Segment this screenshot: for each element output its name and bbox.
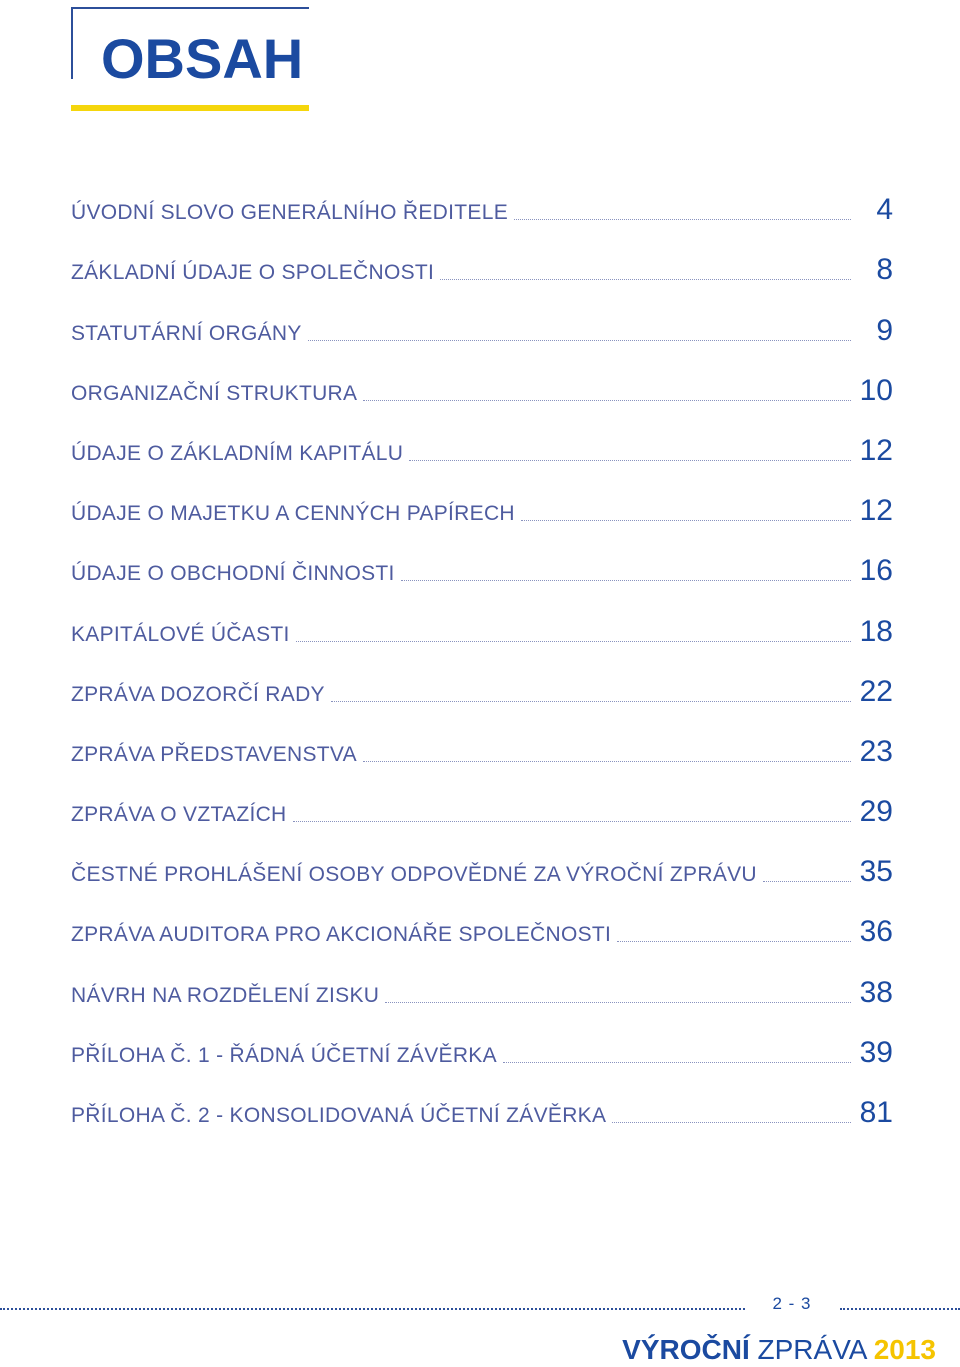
toc-item-page: 81 xyxy=(859,1096,893,1129)
toc-item-page: 12 xyxy=(859,494,893,528)
title-box xyxy=(71,7,311,112)
toc-item[interactable] xyxy=(71,887,893,947)
toc-item-page: 23 xyxy=(859,734,893,768)
toc-leader-dots xyxy=(308,339,851,341)
toc-item-label: KAPITÁLOVÉ ÚČASTI xyxy=(71,622,290,646)
toc-item[interactable] xyxy=(71,165,893,225)
toc-item[interactable] xyxy=(71,647,893,707)
table-of-contents xyxy=(71,165,893,1128)
toc-item-page: 9 xyxy=(876,313,893,347)
toc-item-page: 18 xyxy=(859,614,893,648)
toc-item-label: ZÁKLADNÍ ÚDAJE O SPOLEČNOSTI xyxy=(71,261,435,285)
toc-item-page: 22 xyxy=(859,674,893,708)
toc-leader-dots xyxy=(296,640,851,642)
toc-item-label: ČESTNÉ PROHLÁŠENÍ OSOBY ODPOVĚDNÉ ZA VÝROČNÍ ZPRÁVU xyxy=(71,863,757,887)
toc-item-page: 38 xyxy=(859,975,893,1009)
toc-leader-dots xyxy=(293,820,851,822)
toc-item[interactable] xyxy=(71,1008,893,1068)
toc-item[interactable] xyxy=(71,1068,893,1128)
toc-leader-dots xyxy=(612,1121,851,1123)
toc-item-page: 35 xyxy=(859,855,893,889)
toc-leader-dots xyxy=(401,579,851,581)
toc-item[interactable] xyxy=(71,225,893,285)
title-underline xyxy=(71,105,309,111)
title-frame-top xyxy=(71,7,309,9)
report-brand xyxy=(622,1335,936,1365)
toc-item-page: 10 xyxy=(859,373,893,407)
toc-item-label: ZPRÁVA PŘEDSTAVENSTVA xyxy=(71,742,357,766)
toc-leader-dots xyxy=(363,399,851,401)
toc-item-page: 8 xyxy=(876,253,893,287)
toc-item-label: STATUTÁRNÍ ORGÁNY xyxy=(71,321,302,345)
toc-item-page: 36 xyxy=(859,915,893,949)
toc-leader-dots xyxy=(763,880,851,882)
page-title: OBSAH xyxy=(101,27,304,90)
toc-item[interactable] xyxy=(71,767,893,827)
toc-item-label: PŘÍLOHA Č. 1 - ŘÁDNÁ ÚČETNÍ ZÁVĚRKA xyxy=(71,1043,497,1067)
toc-leader-dots xyxy=(363,760,851,762)
toc-item-label: ZPRÁVA O VZTAZÍCH xyxy=(71,803,287,827)
title-frame-left xyxy=(71,7,73,79)
toc-item[interactable] xyxy=(71,466,893,526)
toc-item-label: ÚDAJE O OBCHODNÍ ČINNOSTI xyxy=(71,562,395,586)
toc-item-page: 12 xyxy=(859,433,893,467)
toc-leader-dots xyxy=(503,1061,851,1063)
toc-item-label: ORGANIZAČNÍ STRUKTURA xyxy=(71,381,358,405)
toc-item-page: 29 xyxy=(859,795,893,829)
toc-item[interactable] xyxy=(71,947,893,1007)
toc-item-label: ÚDAJE O ZÁKLADNÍM KAPITÁLU xyxy=(71,441,404,465)
toc-item[interactable] xyxy=(71,586,893,646)
toc-item[interactable] xyxy=(71,827,893,887)
toc-item[interactable] xyxy=(71,526,893,586)
toc-leader-dots xyxy=(617,940,851,942)
toc-item-label: ZPRÁVA DOZORČÍ RADY xyxy=(71,682,325,706)
toc-leader-dots xyxy=(409,459,851,461)
toc-item[interactable] xyxy=(71,285,893,345)
toc-item-label: ÚVODNÍ SLOVO GENERÁLNÍHO ŘEDITELE xyxy=(71,201,508,225)
brand-part-1: VÝROČNÍ xyxy=(622,1334,750,1365)
toc-item-label: PŘÍLOHA Č. 2 - KONSOLIDOVANÁ ÚČETNÍ ZÁVĚRKA xyxy=(71,1104,607,1127)
brand-part-2: ZPRÁVA xyxy=(749,1334,874,1365)
toc-item[interactable] xyxy=(71,707,893,767)
page-numbers: 2 - 3 xyxy=(772,1294,812,1313)
footer-divider-right xyxy=(840,1308,960,1310)
toc-leader-dots xyxy=(521,519,851,521)
toc-leader-dots xyxy=(385,1001,851,1003)
toc-item-page: 4 xyxy=(876,193,893,227)
toc-item-label: NÁVRH NA ROZDĚLENÍ ZISKU xyxy=(71,983,380,1007)
toc-item-page: 16 xyxy=(859,554,893,588)
toc-item[interactable] xyxy=(71,346,893,406)
toc-leader-dots xyxy=(440,278,851,280)
toc-leader-dots xyxy=(331,700,851,702)
toc-leader-dots xyxy=(514,218,851,220)
toc-item-label: ÚDAJE O MAJETKU A CENNÝCH PAPÍRECH xyxy=(71,502,515,526)
brand-year: 2013 xyxy=(873,1334,936,1365)
toc-item-label: ZPRÁVA AUDITORA PRO AKCIONÁŘE SPOLEČNOSTI xyxy=(71,923,612,947)
toc-item-page: 39 xyxy=(859,1035,893,1069)
footer-divider-left xyxy=(0,1308,745,1310)
toc-item[interactable] xyxy=(71,406,893,466)
